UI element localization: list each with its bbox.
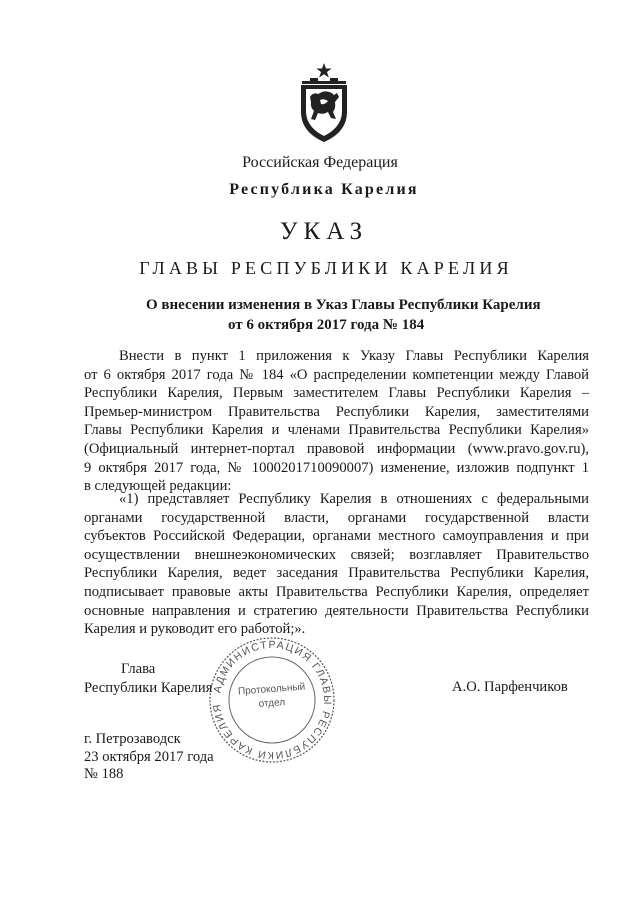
text-line: органами государственной власти, органами государственной власти [84, 509, 589, 526]
text-line: Республики Карелия, Первым заместителем Главы Республики Карелия – [84, 385, 589, 402]
issue-city: г. Петрозаводск [84, 731, 181, 747]
document-type: УКАЗ [279, 218, 369, 245]
text-line: подписывает правовые акты Правительства Республики Карелия, определяет [84, 583, 589, 600]
document-footer [84, 731, 214, 784]
stamp-inner-line-1: Протокольный [237, 681, 306, 698]
text-line: осуществлении внешнеэкономических связей; возглавляет Правительство [84, 546, 589, 563]
text-line: Внести в пункт 1 приложения к Указу Главы Республики Карелия [119, 348, 589, 364]
coat-of-arms-emblem [296, 62, 352, 144]
text-line: субъектов Российской Федерации, органами местного самоуправления и при [84, 528, 589, 545]
text-line: в следующей редакции: [84, 478, 232, 495]
republic-name: Республика Карелия [229, 181, 419, 198]
signatory-position-line-2: Республики Карелия [84, 680, 213, 696]
text-line: 9 октября 2017 года, № 1000201710090007) изменение, изложив подпункт 1 [84, 459, 589, 476]
text-line: «1) представляет Республику Карелия в отношениях с федеральными [119, 491, 589, 507]
issue-date: 23 октября 2017 года [84, 748, 214, 765]
text-line: Премьер-министром Правительства Республики Карелия, заместителями [84, 403, 589, 420]
document-title-line-2: от 6 октября 2017 года № 184 [228, 317, 425, 333]
text-line: Республики Карелия, ведет заседания Правительства Республики Карелия, [84, 565, 589, 582]
document-number: № 188 [84, 766, 124, 782]
signatory-name: А.О. Парфенчиков [452, 679, 568, 695]
text-line: Карелия и руководит его работой;». [84, 621, 306, 638]
signatory-position-line-1: Глава [121, 661, 156, 677]
stamp-ring-text: АДМИНИСТРАЦИЯ ГЛАВЫ РЕСПУБЛИКИ КАРЕЛИЯ [210, 638, 334, 762]
text-line: основные направления и стратегию деятельности Правительства Республики [84, 602, 589, 619]
paragraph-1 [84, 347, 589, 496]
text-line: Главы Республики Карелия и членами Правительства Республики Карелия» [84, 422, 589, 439]
country-name: Российская Федерация [242, 154, 398, 171]
text-line: (Официальный интернет-портал правовой информации (www.pravo.gov.ru), [84, 440, 589, 457]
text-line: от 6 октября 2017 года № 184 «О распределении компетенции между Главой [84, 366, 589, 383]
issuer-name: ГЛАВЫ РЕСПУБЛИКИ КАРЕЛИЯ [139, 258, 513, 278]
signatory-position [84, 660, 212, 698]
document-title-line-1: О внесении изменения в Указ Главы Республики Карелия [146, 297, 541, 313]
official-stamp [207, 635, 337, 765]
paragraph-2 [84, 490, 589, 639]
stamp-inner-line-2: отдел [258, 697, 286, 710]
